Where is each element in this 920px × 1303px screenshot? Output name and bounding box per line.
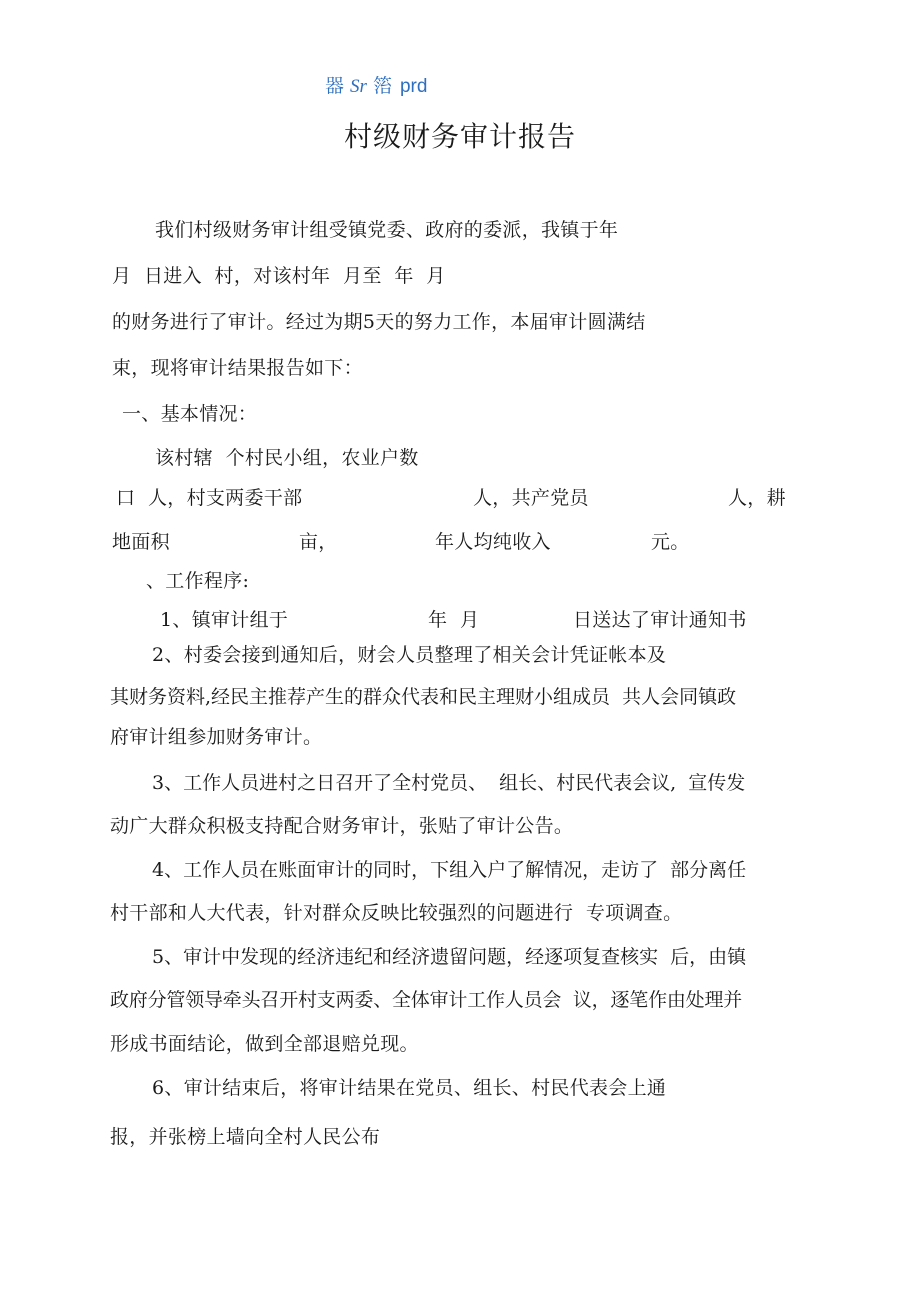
header-watermark [325,74,427,99]
section-1-line-2b: 人，共产党员 [473,487,589,509]
header-part-1: 器 [325,75,345,97]
header-part-3: 箈 [372,75,392,97]
item-5-line-1: 5、审计中发现的经济违纪和经济遗留问题，经逐项复查核实 后，由镇 [152,946,747,968]
section-1-heading: 一、基本情况： [122,403,258,425]
section-2-heading: 、工作程序: [146,570,250,592]
section-1-line-3d: 元。 [651,531,690,553]
item-4-line-2: 村干部和人大代表，针对群众反映比较强烈的问题进行 专项调查。 [110,902,683,924]
section-1-line-3c: 年人均纯收入 [435,531,551,553]
page-title: 村级财务审计报告 [343,120,576,153]
section-1-line-1: 该村辖 个村民小组，农业户数 [155,447,419,469]
item-5-line-2: 政府分管领导牵头召开村支两委、全体审计工作人员会 议，逐笔作由处理并 [110,989,743,1011]
section-1-line-2c: 人，耕 [728,487,786,509]
section-1-line-3a: 地面积 [112,531,170,553]
intro-line-3: 的财务进行了审计。经过为期5天的努力工作，本届审计圆满结 [112,311,646,333]
intro-line-1: 我们村级财务审计组受镇党委、政府的委派，我镇于年 [155,219,619,241]
item-1-a: 1、镇审计组于 [160,609,289,631]
item-6-line-2: 报，并张榜上墙向全村人民公布 [110,1126,381,1148]
intro-line-4: 束，现将审计结果报告如下： [112,357,363,379]
header-part-4: prd [399,76,428,97]
item-4-line-1: 4、工作人员在账面审计的同时，下组入户了解情况，走访了 部分离任 [152,859,747,881]
item-1-b: 年 月 [428,609,480,631]
item-3-line-2: 动广大群众积极支持配合财务审计，张贴了审计公告。 [110,815,574,837]
header-part-2: Sr [350,76,367,97]
item-3-line-1: 3、工作人员进村之日召开了全村党员、 组长、村民代表会议, 宣传发 [152,772,746,794]
item-5-line-3: 形成书面结论，做到全部退赔兑现。 [110,1033,419,1055]
item-2-line-2: 其财务资料,经民主推荐产生的群众代表和民主理财小组成员 共人会同镇政 [110,686,737,708]
section-1-line-3b: 亩， [299,531,338,553]
item-2-line-1: 2、村委会接到通知后，财会人员整理了相关会计凭证帐本及 [152,644,667,666]
item-2-line-3: 府审计组参加财务审计。 [110,726,323,748]
item-1-c: 日送达了审计通知书 [573,609,747,631]
intro-line-2: 月 日进入 村，对该村年 月至 年 月 [112,265,446,287]
item-6-line-1: 6、审计结束后，将审计结果在党员、组长、村民代表会上通 [152,1077,667,1099]
section-1-line-2a: 口 人，村支两委干部 [116,487,303,509]
